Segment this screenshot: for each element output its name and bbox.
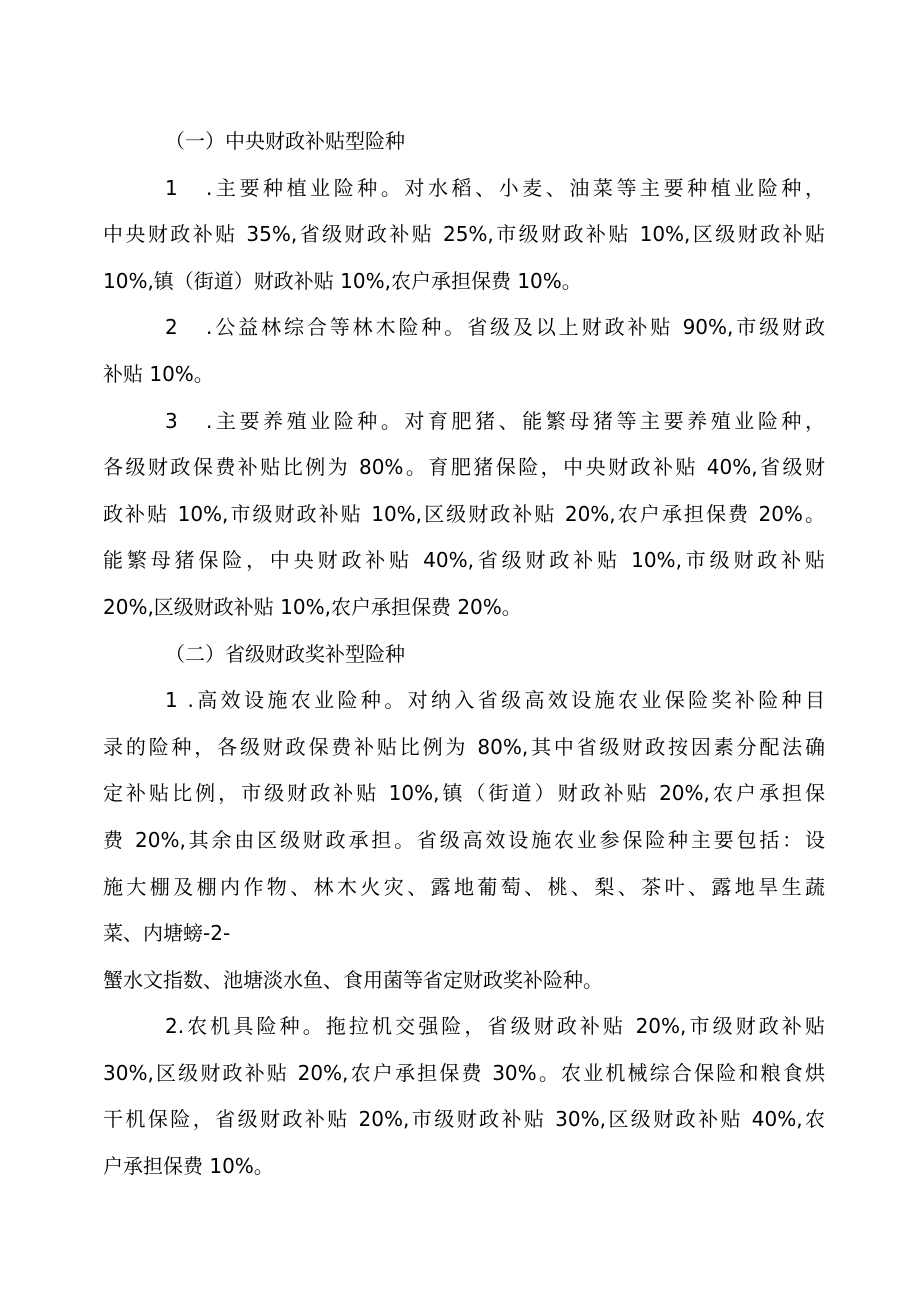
- line-text: .公益林综合等林木险种。省级及以上财政补贴 90%,市级财政: [206, 315, 825, 340]
- paragraph-line: [103, 491, 825, 538]
- document-body: [103, 118, 825, 1190]
- line-text: 菜、内塘螃-2-: [103, 921, 231, 946]
- item-1-line: [103, 677, 825, 724]
- paragraph-line-with-page-number: [103, 910, 825, 957]
- paragraph-line: [103, 1143, 825, 1190]
- line-text: 10%,镇（街道）财政补贴 10%,农户承担保费 10%。: [103, 268, 582, 293]
- paragraph-line: [103, 817, 825, 864]
- paragraph-line: [103, 211, 825, 258]
- line-text: 政补贴 10%,市级财政补贴 10%,区级财政补贴 20%,农户承担保费 20%。: [103, 501, 825, 526]
- paragraph-line: [103, 537, 825, 584]
- line-text: 能繁母猪保险，中央财政补贴 40%,省级财政补贴 10%,市级财政补贴: [103, 548, 825, 573]
- line-text: 定补贴比例，市级财政补贴 10%,镇（街道）财政补贴 20%,农户承担保: [103, 781, 825, 806]
- item-number: 1: [165, 175, 178, 200]
- item-1-line: [103, 165, 825, 212]
- line-text: 补贴 10%。: [103, 361, 214, 386]
- line-text: 户承担保费 10%。: [103, 1154, 274, 1179]
- line-text: 20%,区级财政补贴 10%,农户承担保费 20%。: [103, 594, 522, 619]
- paragraph-line: [103, 1096, 825, 1143]
- line-text: 录的险种，各级财政保费补贴比例为 80%,其中省级财政按因素分配法确: [103, 734, 825, 759]
- item-number: 3: [165, 408, 178, 433]
- paragraph-line: [103, 724, 825, 771]
- item-number: 2: [165, 315, 178, 340]
- line-text: 蟹水文指数、池塘淡水鱼、食用菌等省定财政奖补险种。: [103, 967, 603, 992]
- paragraph-line: [103, 957, 825, 1004]
- item-2-line: [103, 1003, 825, 1050]
- paragraph-line: [103, 1050, 825, 1097]
- line-text: 费 20%,其余由区级财政承担。省级高效设施农业参保险种主要包括：设: [103, 827, 825, 852]
- line-text: 干机保险，省级财政补贴 20%,市级财政补贴 30%,区级财政补贴 40%,农: [103, 1107, 825, 1132]
- line-text: 中央财政补贴 35%,省级财政补贴 25%,市级财政补贴 10%,区级财政补贴: [103, 222, 825, 247]
- paragraph-line: [103, 444, 825, 491]
- line-text: .主要种植业险种。对水稻、小麦、油菜等主要种植业险种，: [206, 175, 825, 200]
- line-text: 施大棚及棚内作物、林木火灾、露地葡萄、桃、梨、茶叶、露地旱生蔬: [103, 874, 825, 899]
- paragraph-line: [103, 351, 825, 398]
- section-heading-central: [103, 118, 825, 165]
- line-text: 各级财政保费补贴比例为 80%。育肥猪保险，中央财政补贴 40%,省级财: [103, 455, 825, 480]
- paragraph-line: [103, 584, 825, 631]
- line-text: .主要养殖业险种。对育肥猪、能繁母猪等主要养殖业险种，: [206, 408, 825, 433]
- paragraph-line: [103, 770, 825, 817]
- line-text: 1 .高效设施农业险种。对纳入省级高效设施农业保险奖补险种目: [165, 688, 825, 713]
- item-2-line: [103, 304, 825, 351]
- paragraph-line: [103, 864, 825, 911]
- paragraph-line: [103, 258, 825, 305]
- line-text: （二）省级财政奖补型险种: [165, 641, 405, 666]
- section-heading-provincial: [103, 631, 825, 678]
- line-text: 30%,区级财政补贴 20%,农户承担保费 30%。农业机械综合保险和粮食烘: [103, 1060, 825, 1085]
- line-text: （一）中央财政补贴型险种: [165, 129, 405, 153]
- item-3-line: [103, 398, 825, 445]
- line-text: 2.农机具险种。拖拉机交强险，省级财政补贴 20%,市级财政补贴: [165, 1014, 825, 1039]
